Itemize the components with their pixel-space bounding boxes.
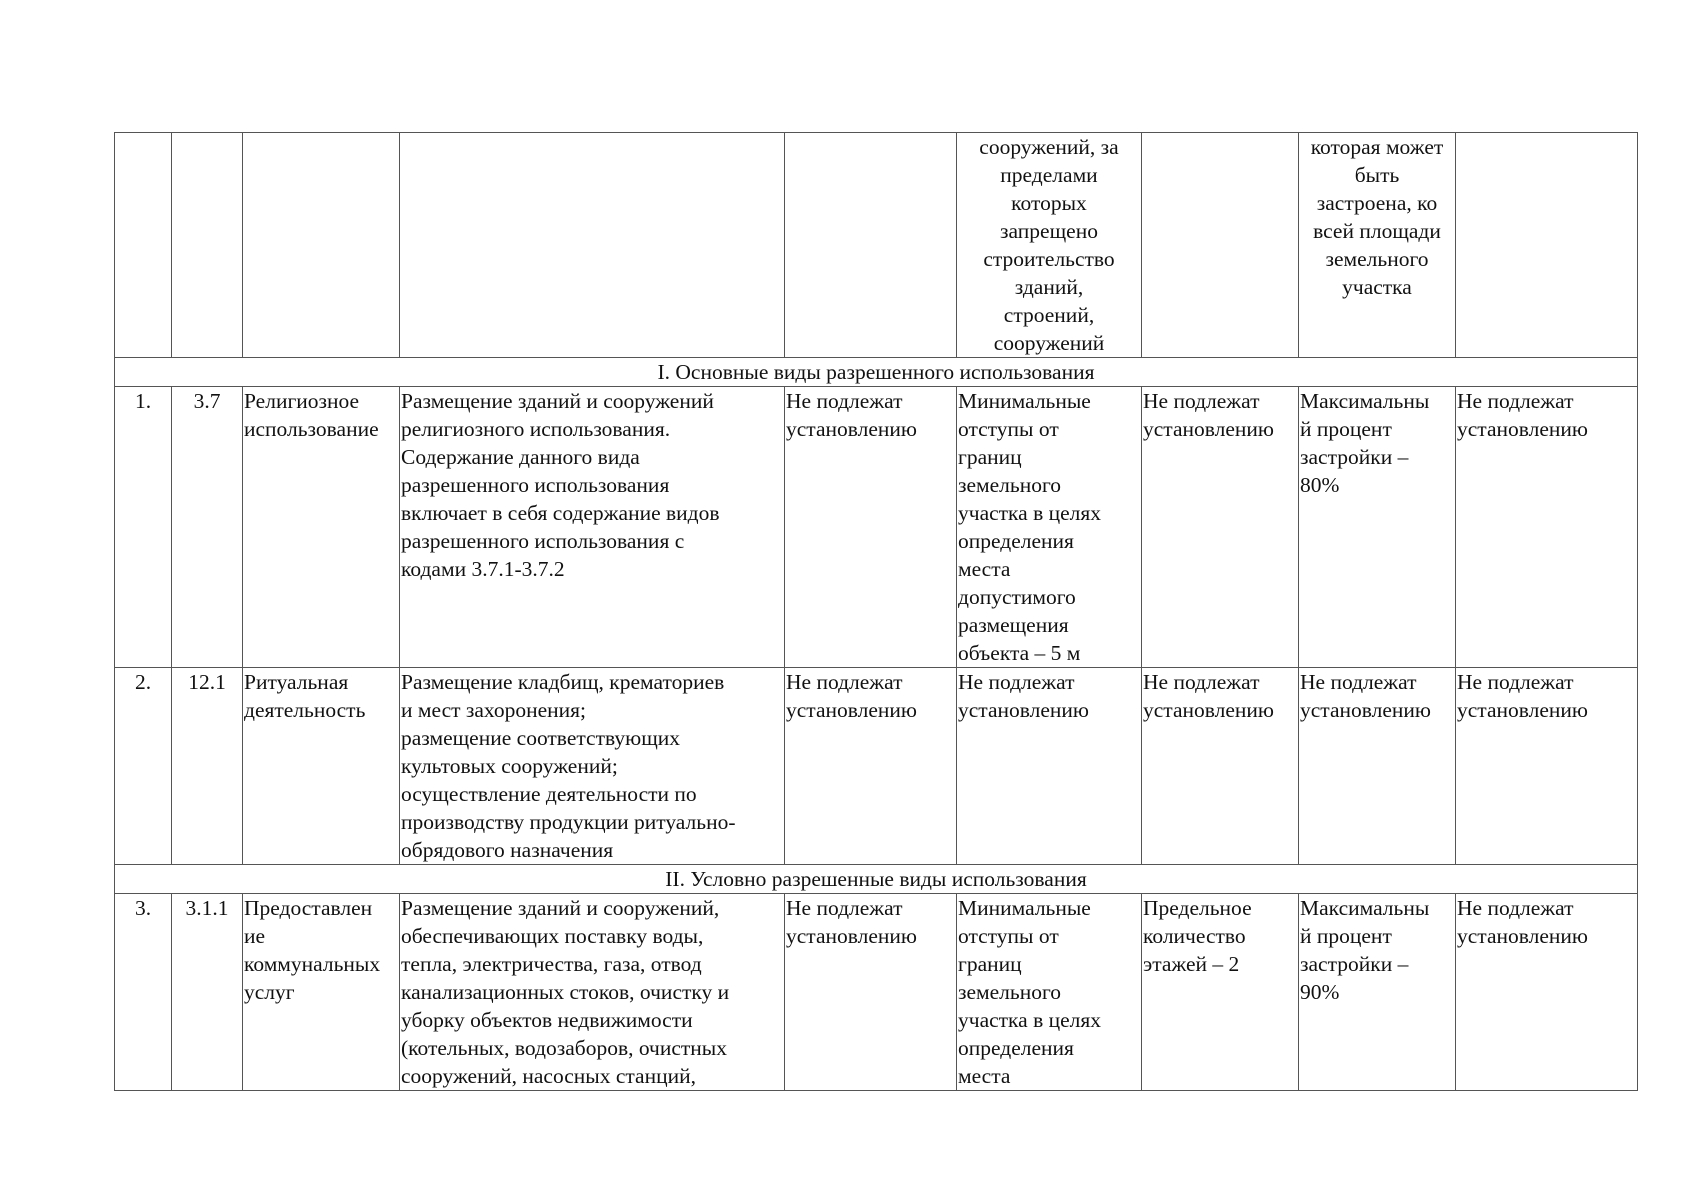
land-use-table (114, 132, 1638, 1091)
cell-code: 12.1 (172, 668, 243, 865)
cell-col9 (1456, 133, 1638, 358)
cell-code (172, 133, 243, 358)
section-row-main (115, 358, 1638, 387)
cell-col9: Не подлежат установлению (1456, 894, 1638, 1091)
cell-col9: Не подлежат установлению (1456, 387, 1638, 668)
cell-col5: Не подлежат установлению (785, 387, 957, 668)
cell-num: 3. (115, 894, 172, 1091)
cell-description: Размещение кладбищ, крематориев и мест захоронения; размещение соответствующих культовых сооружений; осуществление деятельности по производству продукции ритуально- обрядового назначения (400, 668, 785, 865)
table-row (115, 387, 1638, 668)
section-heading: I. Основные виды разрешенного использования (115, 358, 1638, 387)
section-heading: II. Условно разрешенные виды использования (115, 865, 1638, 894)
section-row-conditional (115, 865, 1638, 894)
cell-col8: которая может быть застроена, ко всей площади земельного участка (1299, 133, 1456, 358)
cell-code: 3.1.1 (172, 894, 243, 1091)
cell-col8: Максимальны й процент застройки – 90% (1299, 894, 1456, 1091)
cell-col7 (1142, 133, 1299, 358)
cell-col7: Не подлежат установлению (1142, 668, 1299, 865)
cell-col8: Не подлежат установлению (1299, 668, 1456, 865)
cell-col6: Минимальные отступы от границ земельного участка в целях определения места допустимого размещения объекта – 5 м (957, 387, 1142, 668)
cell-description: Размещение зданий и сооружений религиозного использования. Содержание данного вида разрешенного использования включает в себя содержание видов разрешенного использования с кодами 3.7.1-3.7.2 (400, 387, 785, 668)
table-row (115, 668, 1638, 865)
cell-name: Религиозное использование (243, 387, 400, 668)
cell-num: 1. (115, 387, 172, 668)
cell-col5: Не подлежат установлению (785, 668, 957, 865)
table-row (115, 894, 1638, 1091)
cell-col9: Не подлежат установлению (1456, 668, 1638, 865)
cell-col8: Максимальны й процент застройки – 80% (1299, 387, 1456, 668)
cell-name (243, 133, 400, 358)
cell-num (115, 133, 172, 358)
cell-name: Ритуальная деятельность (243, 668, 400, 865)
cell-col6: сооружений, за пределами которых запрещено строительство зданий, строений, сооружений (957, 133, 1142, 358)
cell-col5 (785, 133, 957, 358)
cell-col6: Минимальные отступы от границ земельного участка в целях определения места (957, 894, 1142, 1091)
cell-description (400, 133, 785, 358)
cell-num: 2. (115, 668, 172, 865)
cell-col6: Не подлежат установлению (957, 668, 1142, 865)
cell-col5: Не подлежат установлению (785, 894, 957, 1091)
cell-col7: Предельное количество этажей – 2 (1142, 894, 1299, 1091)
cell-code: 3.7 (172, 387, 243, 668)
cell-name: Предоставлен ие коммунальных услуг (243, 894, 400, 1091)
cell-col7: Не подлежат установлению (1142, 387, 1299, 668)
table-row-continuation (115, 133, 1638, 358)
cell-description: Размещение зданий и сооружений, обеспечивающих поставку воды, тепла, электричества, газа, отвод канализационных стоков, очистку и уборку объектов недвижимости (котельных, водозаборов, очистных сооружений, насосных станций, (400, 894, 785, 1091)
